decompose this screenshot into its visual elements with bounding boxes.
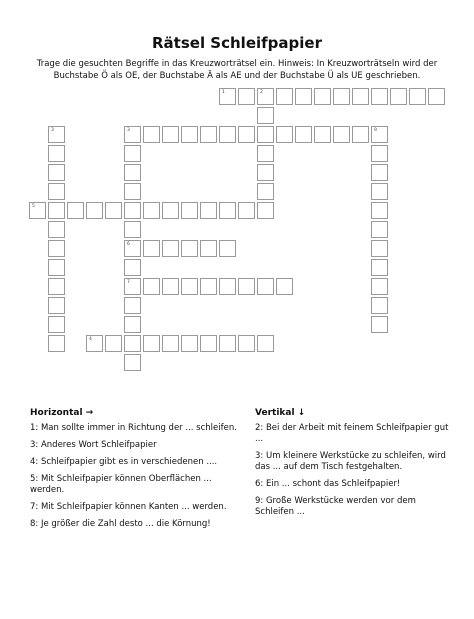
crossword-cell[interactable] [162, 202, 179, 219]
crossword-cell[interactable] [371, 164, 388, 181]
crossword-cell[interactable] [124, 297, 141, 314]
crossword-cell[interactable] [219, 88, 236, 105]
crossword-cell[interactable] [48, 240, 65, 257]
crossword-cell[interactable] [48, 145, 65, 162]
crossword-cell[interactable] [371, 316, 388, 333]
crossword-cell[interactable] [219, 240, 236, 257]
crossword-cell[interactable] [86, 202, 103, 219]
down-clues [255, 408, 450, 524]
crossword-cell[interactable] [105, 202, 122, 219]
crossword-cell[interactable] [276, 88, 293, 105]
crossword-cell[interactable] [371, 240, 388, 257]
crossword-cell[interactable] [390, 88, 407, 105]
crossword-cell[interactable] [48, 278, 65, 295]
crossword-cell[interactable] [124, 164, 141, 181]
crossword-cell[interactable] [352, 88, 369, 105]
crossword-cell[interactable] [124, 354, 141, 371]
crossword-cell[interactable] [200, 240, 217, 257]
crossword-cell[interactable] [48, 164, 65, 181]
across-heading: Horizontal → [30, 408, 94, 418]
crossword-cell[interactable] [124, 126, 141, 143]
crossword-cell[interactable] [371, 297, 388, 314]
crossword-cell[interactable] [181, 126, 198, 143]
crossword-cell[interactable] [200, 335, 217, 352]
crossword-cell[interactable] [67, 202, 84, 219]
crossword-cell[interactable] [219, 335, 236, 352]
crossword-cell[interactable] [181, 278, 198, 295]
crossword-cell[interactable] [333, 126, 350, 143]
crossword-cell[interactable] [371, 202, 388, 219]
clue-number: 2 [260, 90, 263, 95]
crossword-cell[interactable] [181, 335, 198, 352]
crossword-cell[interactable] [124, 278, 141, 295]
clue-number: 3 [127, 128, 130, 133]
instructions: Trage die gesuchten Begriffe in das Kreuzworträtsel ein. Hinweis: In Kreuzworträtseln wird der Buchstabe Ö als OE, der Buchstabe Ä als AE und der Buchstabe Ü als UE geschrieben. [36, 59, 438, 81]
crossword-cell[interactable] [181, 240, 198, 257]
crossword-cell[interactable] [143, 240, 160, 257]
crossword-cell[interactable] [276, 278, 293, 295]
clue-number: 7 [127, 280, 130, 285]
crossword-cell[interactable] [371, 145, 388, 162]
down-clue: 9: Große Werkstücke werden vor dem Schleifen ... [255, 496, 416, 517]
crossword-cell[interactable] [124, 259, 141, 276]
crossword-cell[interactable] [181, 202, 198, 219]
crossword-cell[interactable] [124, 240, 141, 257]
crossword-cell[interactable] [48, 183, 65, 200]
crossword-cell[interactable] [238, 335, 255, 352]
crossword-cell[interactable] [257, 126, 274, 143]
crossword-cell[interactable] [257, 202, 274, 219]
across-clue: 7: Mit Schleifpapier können Kanten ... werden. [30, 502, 227, 512]
crossword-cell[interactable] [257, 183, 274, 200]
clue-number: 4 [89, 337, 92, 342]
across-clues [30, 408, 240, 536]
clue-number: 3 [51, 128, 54, 133]
crossword-cell[interactable] [371, 183, 388, 200]
crossword-cell[interactable] [48, 335, 65, 352]
crossword-cell[interactable] [238, 278, 255, 295]
crossword-cell[interactable] [333, 88, 350, 105]
crossword-cell[interactable] [162, 278, 179, 295]
crossword-cell[interactable] [48, 316, 65, 333]
crossword-cell[interactable] [86, 335, 103, 352]
down-heading: Vertikal ↓ [255, 408, 306, 418]
crossword-cell[interactable] [371, 278, 388, 295]
crossword-cell[interactable] [295, 88, 312, 105]
crossword-cell[interactable] [409, 88, 426, 105]
crossword-cell[interactable] [124, 183, 141, 200]
clue-number: 5 [32, 204, 35, 209]
crossword-cell[interactable] [48, 259, 65, 276]
crossword-cell[interactable] [124, 221, 141, 238]
crossword-cell[interactable] [124, 145, 141, 162]
crossword-cell[interactable] [371, 221, 388, 238]
crossword-cell[interactable] [257, 145, 274, 162]
crossword-cell[interactable] [48, 221, 65, 238]
crossword-cell[interactable] [371, 126, 388, 143]
down-clue: 3: Um kleinere Werkstücke zu schleifen, wird das ... auf dem Tisch festgehalten. [255, 451, 446, 472]
crossword-cell[interactable] [162, 240, 179, 257]
crossword-cell[interactable] [257, 278, 274, 295]
crossword-cell[interactable] [428, 88, 445, 105]
crossword-cell[interactable] [257, 88, 274, 105]
crossword-cell[interactable] [48, 202, 65, 219]
crossword-cell[interactable] [143, 126, 160, 143]
crossword-cell[interactable] [219, 278, 236, 295]
page-title: Rätsel Schleifpapier [152, 34, 322, 52]
across-clue: 8: Je größer die Zahl desto ... die Körnung! [30, 519, 211, 529]
crossword-cell[interactable] [257, 107, 274, 124]
down-clue: 6: Ein ... schont das Schleifpapier! [255, 479, 401, 489]
crossword-cell[interactable] [219, 126, 236, 143]
crossword-cell[interactable] [162, 126, 179, 143]
crossword-cell[interactable] [143, 335, 160, 352]
crossword-cell[interactable] [200, 202, 217, 219]
crossword-cell[interactable] [352, 126, 369, 143]
clue-number: 9 [374, 128, 377, 133]
crossword-cell[interactable] [105, 335, 122, 352]
crossword-cell[interactable] [29, 202, 46, 219]
crossword-cell[interactable] [124, 335, 141, 352]
crossword-cell[interactable] [257, 335, 274, 352]
clue-number: 1 [222, 90, 225, 95]
crossword-cell[interactable] [124, 202, 141, 219]
crossword-cell[interactable] [238, 202, 255, 219]
across-clue: 3: Anderes Wort Schleifpapier [30, 440, 157, 450]
crossword-cell[interactable] [124, 316, 141, 333]
crossword-cell[interactable] [143, 278, 160, 295]
crossword-cell[interactable] [48, 126, 65, 143]
across-clue: 4: Schleifpapier gibt es in verschiedenen .... [30, 457, 218, 467]
crossword-cell[interactable] [238, 88, 255, 105]
across-clue: 1: Man sollte immer in Richtung der ... schleifen. [30, 423, 237, 433]
crossword-cell[interactable] [162, 335, 179, 352]
clue-number: 6 [127, 242, 130, 247]
down-clue: 2: Bei der Arbeit mit feinem Schleifpapier gut ... [255, 423, 449, 444]
crossword-cell[interactable] [371, 88, 388, 105]
across-clue: 5: Mit Schleifpapier können Oberflächen ... werden. [30, 474, 212, 495]
crossword-cell[interactable] [200, 126, 217, 143]
crossword-cell[interactable] [219, 202, 236, 219]
crossword-cell[interactable] [371, 259, 388, 276]
crossword-cell[interactable] [314, 88, 331, 105]
crossword-cell[interactable] [200, 278, 217, 295]
crossword-cell[interactable] [48, 297, 65, 314]
crossword-cell[interactable] [314, 126, 331, 143]
crossword-cell[interactable] [143, 202, 160, 219]
crossword-cell[interactable] [257, 164, 274, 181]
crossword-cell[interactable] [276, 126, 293, 143]
crossword-cell[interactable] [295, 126, 312, 143]
crossword-cell[interactable] [238, 126, 255, 143]
